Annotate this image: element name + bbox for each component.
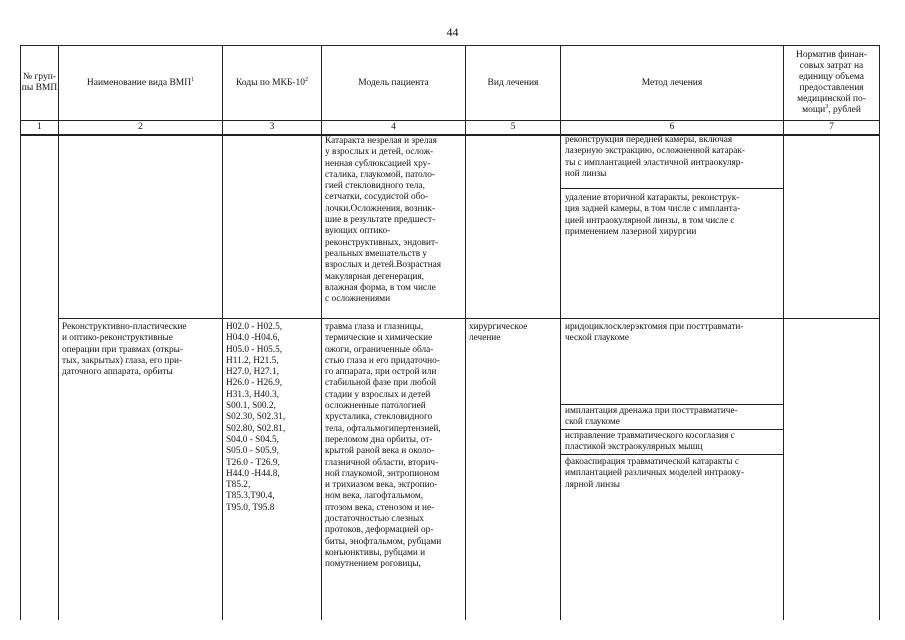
table-row-2-method-3: исправление травматического косоглазия с пластикой экстраокулярных мышц	[565, 431, 735, 453]
table-row-1-method-2: удаление вторичной катаракты, реконструк- ция задней камеры, в том числе с импланта- цией интраокулярной линзы, в том числе с применением лазерной хирургии	[565, 193, 741, 237]
column-number-2: 2	[138, 121, 143, 132]
page-number: 44	[446, 25, 459, 39]
footnote-3: 3	[825, 103, 829, 110]
header-treatment-method: Метод лечения	[641, 77, 703, 88]
table-row-2-treatment-type: хирургическое лечение	[469, 322, 528, 344]
header-vmp-name: Наименование вида ВМП$^1$	[86, 76, 195, 88]
table-row-1-method-1: реконструкция передней камеры, включая лазерную экстракцию, осложненной катарак- ты с имплантацией эластичной интраокуляр- ной линзы	[565, 135, 745, 179]
header-group-number: № груп-пы ВМП	[21, 72, 58, 93]
table-row-2-vmp-name: Реконструктивно-пластические и оптико-реконструктивные операции при травмах (откры- тых, закрытых) глаза, его при- даточного аппарата, орбиты	[62, 322, 187, 378]
column-number-4: 4	[391, 121, 396, 132]
header-cost-norm: Норматив финан-совых затрат на единицу объема предоставления медицинской по-мощи$^3$, рублей	[795, 50, 868, 115]
footnote-2: 2	[305, 76, 309, 83]
footnote-1: 1	[191, 76, 195, 83]
table-row-2-method-4: факоаспирация травматической катаракты с имплантацией различных моделей интраоку- лярной линзы	[565, 457, 745, 490]
column-number-5: 5	[510, 121, 516, 132]
column-number-3: 3	[269, 121, 275, 132]
header-icd-codes: Коды по МКБ-$10^2$	[235, 76, 309, 88]
column-number-7: 7	[829, 121, 834, 132]
table-row-2-method-1: иридоциклосклерэктомия при посттравмати- ческой глаукоме	[565, 322, 744, 344]
table-row-2-patient-model: травма глаза и глазницы, термические и химические ожоги, ограниченные обла- стью глаза и его придаточно- го аппарата, при острой или стабильной фазе при любой стадии у взрослых и детей осложненные патологией хрусталика, стекловидного тела, офтальмогипертензией, переломом дна орбиты, от- крытой раной века и около- глазничной области, вторич- ной глаукомой, энтропионом и трихиазом века, эктропио- ном века, лагофтальмом, птозом века, стенозом и не- достаточностью слезных протоков, деформацией ор- биты, энофтальмом, рубцами конъюнктивы, рубцами и помутнением роговицы,	[325, 322, 442, 570]
table-row-1-patient-model: Катаракта незрелая и зрелая у взрослых и детей, ослож- ненная сублюксацией хру- сталика, глаукомой, патоло- гией стекловидного тела, сетчатки, сосудистой обо- лочки.Осложнения, возник- шие в результате предшест- вующих оптико- реконструктивных, эндовит- реальных вмешательств у взрослых и детей.Возрастная макулярная дегенерация, влажная форма, в том числе с осложнениями	[325, 136, 442, 305]
table-row-2-icd-codes: H02.0 - H02.5, H04.0 -H04.6, H05.0 - H05.5, H11.2, H21.5, H27.0, H27.1, H26.0 - H26.9, H31.3, H40.3, S00.1, S00.2, S02.30, S02.31, S02.80, S02.81, S04.0 - S04.5, S05.0 - S05.9, T26.0 - T26.9, H44.0 -H44.8, T85.2, T85.3,T90.4, T95.0, T95.8	[226, 322, 286, 513]
header-treatment-type: Вид лечения	[487, 77, 539, 88]
header-patient-model: Модель пациента	[358, 77, 429, 88]
column-number-1: 1	[37, 121, 42, 132]
table-row-2-method-2: имплантация дренажа при посттравматиче- ской глаукоме	[565, 406, 738, 428]
column-number-6: 6	[669, 121, 675, 132]
